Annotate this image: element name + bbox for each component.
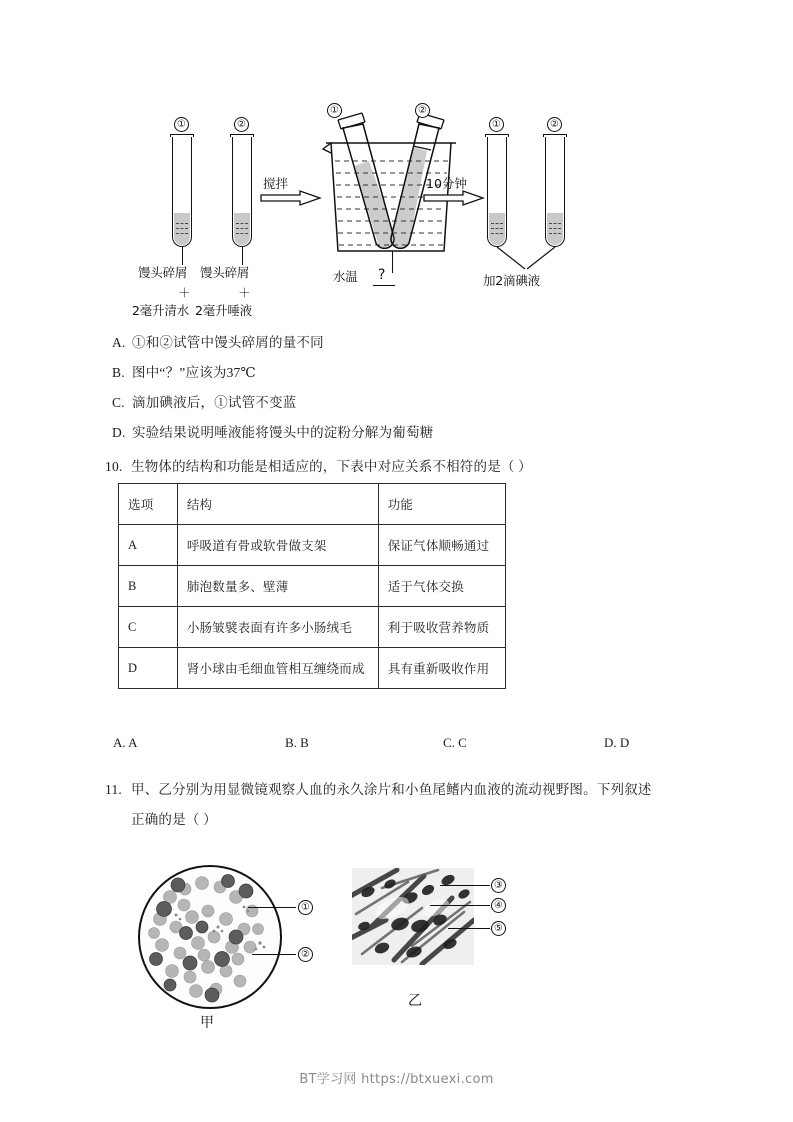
beaker-tube-marker-1: ① [327,103,342,118]
smear-caption: 甲 [200,1015,214,1031]
row-a-function: 保证气体顺畅通过 [378,525,505,566]
q10-answer-b: B. B [285,735,309,750]
tube-marker-1-left: ① [174,117,189,132]
leader-line-4 [430,905,490,906]
structure-function-table [118,483,506,689]
row-c-function: 利于吸收营养物质 [378,607,505,648]
q11-stem-line2: 正确的是（ ） [131,812,217,827]
header-option: 选项 [119,484,178,525]
tube-2-label-plus: ＋ [238,285,251,300]
row-c-option: C [119,607,178,648]
iodine-label: 加2滴碘液 [483,273,540,288]
tube-2-label-line3: 2毫升唾液 [195,303,252,318]
answer-blank-underline [373,285,395,286]
tube-contents [174,213,190,245]
q11-number: 11. [105,782,122,797]
tube-contents [234,213,250,245]
tube-body [232,137,252,247]
row-b-option: B [119,566,178,607]
table-row [119,648,506,689]
tube-1-label-line3: 2毫升清水 [132,303,189,318]
tube-1-label-line1: 馒头碎屑 [138,265,188,280]
water-temperature-label: 水温 [333,269,358,284]
table-row [119,607,506,648]
q9-option-d-text: 实验结果说明唾液能将馒头中的淀粉分解为葡萄糖 [132,425,434,440]
leader-line-2 [252,954,296,955]
q9-option-a-letter: A. [112,335,126,350]
tube-body [172,137,192,247]
arrow-ten-minutes [423,176,485,206]
q9-option-a [112,331,324,351]
fish-label-4: ④ [491,898,506,913]
leader-lines-iodine [480,245,570,271]
q11-stem-text-1: 甲、乙分别为用显微镜观察人血的永久涂片和小鱼尾鳍内血液的流动视野图。下列叙述 [131,782,652,797]
q10-stem [105,455,532,475]
fish-caption: 乙 [408,993,422,1009]
leader-line-5 [448,928,490,929]
tube-marker-2-left: ② [234,117,249,132]
q10-number: 10. [105,459,123,474]
arrow-stir-label: 搅拌 [263,176,289,191]
tube-marker-1-right: ① [489,117,504,132]
water-temperature-blank-value: ? [378,267,386,283]
tube-contents [547,213,563,245]
q9-option-c-letter: C. [112,395,125,410]
table-header-row [119,484,506,525]
tube-body [487,137,507,247]
leader-line-1 [248,907,296,908]
figure-blood-smear-and-fish-tail [130,860,550,1035]
smear-label-1: ① [298,900,313,915]
fish-tail-micrograph [352,868,474,965]
fish-label-3: ③ [491,878,506,893]
row-d-option: D [119,648,178,689]
tube-1-label-plus: ＋ [178,285,191,300]
row-c-structure: 小肠皱襞表面有许多小肠绒毛 [177,607,378,648]
figure-starch-saliva-experiment [105,95,705,325]
tube-2-label-line1: 馒头碎屑 [200,265,250,280]
tube-body [545,137,565,247]
leader-line-3 [440,885,490,886]
q9-option-b-text: 图中“？”应该为37℃ [132,365,256,380]
row-a-structure: 呼吸道有骨或软骨做支架 [177,525,378,566]
q9-option-c-text: 滴加碘液后，①试管不变蓝 [132,395,297,410]
q10-answer-c: C. C [443,735,467,750]
beaker-tube-marker-2: ② [415,103,430,118]
q9-option-d [112,421,433,441]
smear-label-2: ② [298,947,313,962]
q9-option-d-letter: D. [112,425,126,440]
header-structure: 结构 [177,484,378,525]
q9-option-a-text: ①和②试管中馒头碎屑的量不同 [132,335,324,350]
tube-contents [489,213,505,245]
row-b-function: 适于气体交换 [378,566,505,607]
header-function: 功能 [378,484,505,525]
tube-marker-2-right: ② [547,117,562,132]
blood-smear-field-of-view [138,865,282,1009]
q10-answer-d: D. D [604,735,630,750]
q9-option-c [112,391,296,411]
arrow-ten-minutes-label: 10分钟 [426,176,467,191]
q10-stem-text: 生物体的结构和功能是相适应的，下表中对应关系不相符的是（ ） [131,459,532,474]
fish-label-5: ⑤ [491,921,506,936]
q9-option-b-letter: B. [112,365,125,380]
q10-answer-a: A. A [113,735,138,750]
table-row [119,525,506,566]
arrow-stir [260,176,322,206]
table-row [119,566,506,607]
row-d-structure: 肾小球由毛细血管相互缠绕而成 [177,648,378,689]
leader-line-water-temp [392,251,393,273]
row-b-structure: 肺泡数量多、壁薄 [177,566,378,607]
row-a-option: A [119,525,178,566]
row-d-function: 具有重新吸收作用 [378,648,505,689]
site-watermark: BT学习网 https://btxuexi.com [299,1072,494,1087]
q9-option-b [112,361,256,381]
q11-stem-line1 [105,778,652,798]
